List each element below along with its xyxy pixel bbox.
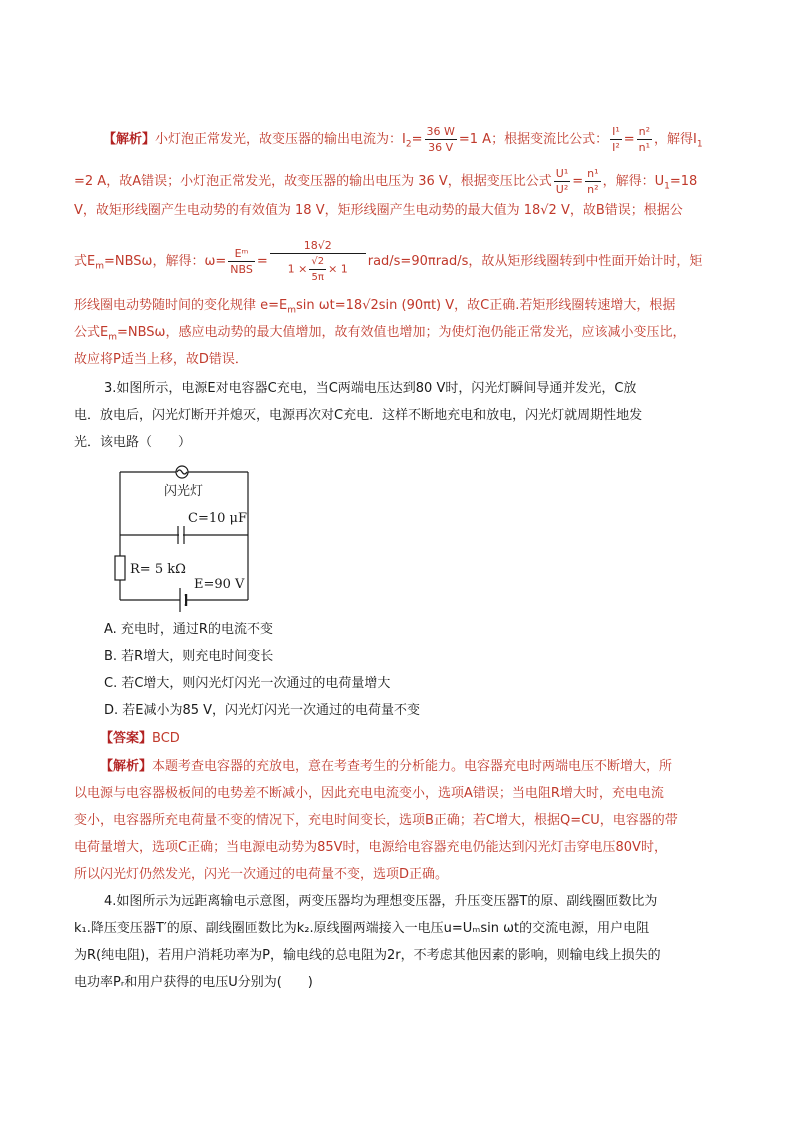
q4-stem-3: 为R(纯电阻)，若用户消耗功率为P，输电线的总电阻为2r，不考虑其他因素的影响，则输电线上损失的: [74, 948, 661, 963]
q3-stem-3: 光．该电路（ ）: [74, 435, 192, 450]
fraction: $\frac{\text{n²}}{\text{n¹}}$: [638, 125, 651, 154]
fraction: $\frac{36 W}{36 V}$: [426, 125, 455, 154]
compound-fraction: 18√2 1 × $\frac{√2}{5\pi}$ × 1: [270, 238, 366, 285]
option-d: D. 若E减小为85 V，闪光灯闪光一次通过的电荷量不变: [104, 703, 421, 718]
analysis-line-3: 变小，电容器所充电荷量不变的情况下，充电时间变长，选项B正确；若C增大，根据Q=CU，电容器的带: [74, 813, 678, 828]
analysis-tag: 【解析】: [103, 132, 156, 147]
sol2-line-5: 形线圈电动势随时间的变化规律 $e=E_m\sin$ ωt=18√2sin (90πt) V，故C正确.若矩形线圈转速增大，根据: [74, 298, 676, 316]
fraction: $\frac{\text{n¹}}{\text{n²}}$: [587, 167, 599, 196]
sol2-line-3: V，故矩形线圈产生电动势的有效值为 18 V，矩形线圈产生电动势的最大值为 18√2 V，故B错误；根据公: [74, 203, 683, 218]
q3-stem-1: 3.如图所示，电源E对电容器C充电，当C两端电压达到80 V时，闪光灯瞬间导通并发光，C放: [104, 381, 637, 396]
analysis-line-1: 【解析】本题考查电容器的充放电，意在考查考生的分析能力。电容器充电时两端电压不断增大，所: [100, 759, 673, 774]
sol2-line-6: 公式$E_m=NBS\omega$，感应电动势的最大值增加，故有效值也增加；为使灯泡仍能正常发光，应该减小变压比，: [74, 325, 686, 343]
option-c: C. 若C增大，则闪光灯闪光一次通过的电荷量增大: [104, 676, 391, 691]
q3-stem-2: 电．放电后，闪光灯断开并熄灭，电源再次对C充电．这样不断地充电和放电，闪光灯就周期性地发: [74, 408, 643, 423]
analysis-line-4: 电荷量增大，选项C正确；当电源电动势为85V时，电源给电容器充电仍能达到闪光灯击穿电压80V时，: [74, 840, 667, 855]
sol2-line-1: 【解析】小灯泡正常发光，故变压器的输出电流为：$I_2=$ $\frac{36 W}{36 V}$ =1 A；根据变流比公式： $\frac{\text{I¹}}{\text{I²}}$ = $\frac{\text{n²}}{\text{n¹}}$ ，解得$I_1$: [103, 125, 703, 154]
sol2-line-7: 故应将P适当上移，故D错误．: [74, 352, 248, 367]
analysis-line-5: 所以闪光灯仍然发光，闪光一次通过的电荷量不变，选项D正确。: [74, 867, 449, 882]
capacitor-label: C=10 μF: [188, 511, 247, 526]
q4-stem-4: 电功率Pᵣ和用户获得的电压U分别为( ): [74, 975, 313, 990]
sol2-text: 小灯泡正常发光，故变压器的输出电流为：I: [155, 132, 406, 147]
sol2-line-4: 式$E_m=NBS\omega$，解得：ω= $\frac{\text{Eᵐ}}{\text{NBS}}$ = 18√2 1 × $\frac{√2}{5\pi}$ × 1 rad/s=90πrad/s，故从矩形线圈转到中性面开始计时，矩: [74, 239, 703, 283]
resistor: [115, 556, 125, 580]
answer-value: BCD: [152, 731, 180, 746]
option-b: B. 若R增大，则充电时间变长: [104, 649, 274, 664]
sol2-line-2: =2 A，故A错误；小灯泡正常发光，故变压器的输出电压为 36 V，根据变压比公式 $\frac{\text{U¹}}{\text{U²}}$ = $\frac{\text{n¹}}{\text{n²}}$ ，解得：$U_1=18$: [74, 167, 698, 196]
fraction: $\frac{\text{Eᵐ}}{\text{NBS}}$: [230, 247, 253, 276]
rc-flash-circuit-diagram: [108, 460, 278, 612]
answer-tag: 【答案】: [100, 731, 153, 746]
fraction: $\frac{\text{U¹}}{\text{U²}}$: [555, 167, 569, 196]
answer-line: [100, 729, 180, 749]
fraction: $\frac{\text{I¹}}{\text{I²}}$: [612, 125, 620, 154]
lamp-label: 闪光灯: [164, 484, 204, 499]
source-label: E=90 V: [194, 577, 245, 592]
analysis-line-2: 以电源与电容器极板间的电势差不断减小，因此充电电流变小，选项A错误；当电阻R增大时，充电电流: [74, 786, 664, 801]
option-a: A. 充电时，通过R的电流不变: [104, 622, 273, 637]
q4-stem-2: k₁.降压变压器T′的原、副线圈匝数比为k₂.原线圈两端接入一电压u=Uₘsin ωt的交流电源，用户电阻: [74, 921, 650, 936]
resistor-label: R= 5 kΩ: [130, 562, 186, 577]
analysis-tag: 【解析】: [100, 759, 153, 774]
q4-stem-1: 4.如图所示为远距离输电示意图，两变压器均为理想变压器，升压变压器T的原、副线圈匝数比为: [104, 894, 658, 909]
